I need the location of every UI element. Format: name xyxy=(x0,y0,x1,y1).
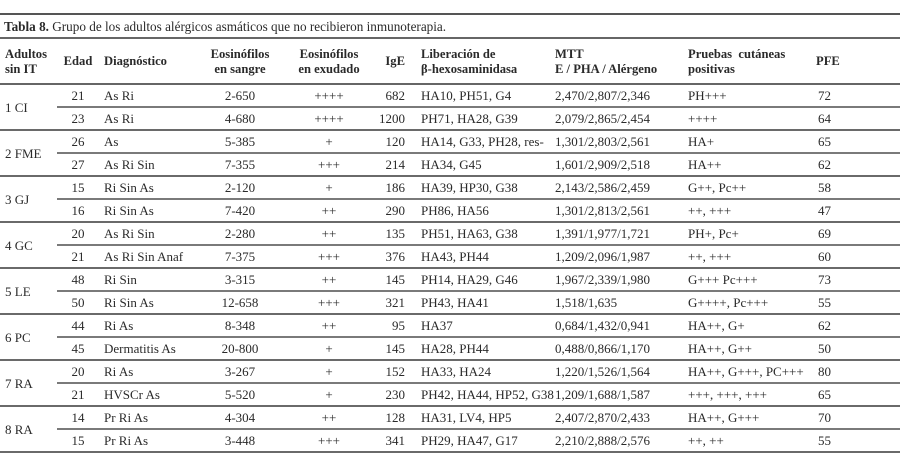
cell-eos-exudado: ++ xyxy=(286,406,372,429)
cell-edad: 20 xyxy=(57,360,99,383)
spacer xyxy=(405,245,421,268)
cell-pruebas: PH+, Pc+ xyxy=(688,222,796,245)
cell-eos-sangre: 20-800 xyxy=(194,337,286,360)
cell-diagnostico: As Ri Sin Anaf xyxy=(99,245,194,268)
cell-edad: 27 xyxy=(57,153,99,176)
table-container xyxy=(0,13,900,453)
cell-eos-sangre: 2-120 xyxy=(194,176,286,199)
spacer xyxy=(405,383,421,406)
header-diagnostico: Diagnóstico xyxy=(104,54,167,68)
cell-diagnostico: Pr Ri As xyxy=(99,406,194,429)
cell-eos-sangre: 2-280 xyxy=(194,222,286,245)
cell-group-name: 3 GJ xyxy=(0,176,57,222)
cell-liberacion: PH29, HA47, G17 xyxy=(421,429,555,452)
cell-pruebas: ++++ xyxy=(688,107,796,130)
cell-edad: 48 xyxy=(57,268,99,291)
cell-ige: 95 xyxy=(372,314,405,337)
cell-ige: 376 xyxy=(372,245,405,268)
table-row xyxy=(0,314,900,337)
cell-mtt: 1,518/1,635 xyxy=(555,291,688,314)
cell-mtt: 2,079/2,865/2,454 xyxy=(555,107,688,130)
cell-mtt: 1,209/1,688/1,587 xyxy=(555,383,688,406)
cell-diagnostico: Ri Sin xyxy=(99,268,194,291)
cell-liberacion: HA34, G45 xyxy=(421,153,555,176)
spacer xyxy=(405,84,421,107)
cell-liberacion: HA37 xyxy=(421,314,555,337)
cell-pruebas: HA+ xyxy=(688,130,796,153)
cell-mtt: 1,301/2,803/2,561 xyxy=(555,130,688,153)
spacer xyxy=(405,199,421,222)
table-row xyxy=(0,291,900,314)
cell-edad: 50 xyxy=(57,291,99,314)
cell-group-name: 2 FME xyxy=(0,130,57,176)
cell-ige: 145 xyxy=(372,337,405,360)
caption-label: Tabla 8. xyxy=(4,19,49,34)
cell-ige: 145 xyxy=(372,268,405,291)
cell-group-name: 7 RA xyxy=(0,360,57,406)
cell-edad: 44 xyxy=(57,314,99,337)
spacer xyxy=(405,222,421,245)
cell-pfe: 69 xyxy=(796,222,900,245)
cell-liberacion: PH71, HA28, G39 xyxy=(421,107,555,130)
cell-eos-exudado: +++ xyxy=(286,153,372,176)
table-row xyxy=(0,153,900,176)
cell-ige: 214 xyxy=(372,153,405,176)
cell-pfe: 60 xyxy=(796,245,900,268)
cell-eos-exudado: + xyxy=(286,337,372,360)
cell-diagnostico: Pr Ri As xyxy=(99,429,194,452)
table-row xyxy=(0,337,900,360)
cell-edad: 21 xyxy=(57,383,99,406)
cell-pruebas: HA++ xyxy=(688,153,796,176)
cell-eos-sangre: 2-650 xyxy=(194,84,286,107)
table-row xyxy=(0,406,900,429)
cell-ige: 120 xyxy=(372,130,405,153)
cell-mtt: 2,143/2,586/2,459 xyxy=(555,176,688,199)
header-adultos: Adultos sin IT xyxy=(5,46,47,76)
cell-pfe: 73 xyxy=(796,268,900,291)
cell-pfe: 80 xyxy=(796,360,900,383)
cell-eos-exudado: +++ xyxy=(286,291,372,314)
spacer xyxy=(405,291,421,314)
spacer xyxy=(405,337,421,360)
cell-eos-exudado: ++++ xyxy=(286,107,372,130)
header-edad: Edad xyxy=(63,54,93,68)
data-table xyxy=(0,39,900,453)
table-row xyxy=(0,107,900,130)
cell-diagnostico: As Ri Sin xyxy=(99,153,194,176)
cell-eos-exudado: ++++ xyxy=(286,84,372,107)
cell-eos-exudado: +++ xyxy=(286,245,372,268)
cell-eos-exudado: ++ xyxy=(286,222,372,245)
caption-text: Grupo de los adultos alérgicos asmáticos que no recibieron inmunoterapia. xyxy=(48,19,447,34)
cell-edad: 20 xyxy=(57,222,99,245)
spacer xyxy=(405,314,421,337)
cell-pruebas: ++, +++ xyxy=(688,199,796,222)
table-row xyxy=(0,245,900,268)
cell-ige: 152 xyxy=(372,360,405,383)
cell-liberacion: PH42, HA44, HP52, G38 xyxy=(421,383,555,406)
cell-edad: 23 xyxy=(57,107,99,130)
table-row xyxy=(0,360,900,383)
cell-ige: 230 xyxy=(372,383,405,406)
cell-diagnostico: As Ri xyxy=(99,84,194,107)
cell-ige: 1200 xyxy=(372,107,405,130)
cell-pfe: 70 xyxy=(796,406,900,429)
cell-pruebas: HA++, G+++ xyxy=(688,406,796,429)
cell-pfe: 65 xyxy=(796,383,900,406)
cell-pruebas: ++, ++ xyxy=(688,429,796,452)
cell-edad: 21 xyxy=(57,245,99,268)
cell-pruebas: G++, Pc++ xyxy=(688,176,796,199)
cell-ige: 321 xyxy=(372,291,405,314)
cell-mtt: 1,967/2,339/1,980 xyxy=(555,268,688,291)
cell-ige: 128 xyxy=(372,406,405,429)
cell-pruebas: +++, +++, +++ xyxy=(688,383,796,406)
cell-eos-exudado: + xyxy=(286,176,372,199)
spacer xyxy=(405,176,421,199)
cell-pfe: 55 xyxy=(796,291,900,314)
cell-liberacion: HA33, HA24 xyxy=(421,360,555,383)
cell-diagnostico: Ri As xyxy=(99,360,194,383)
cell-mtt: 1,209/2,096/1,987 xyxy=(555,245,688,268)
cell-eos-sangre: 5-520 xyxy=(194,383,286,406)
cell-ige: 341 xyxy=(372,429,405,452)
cell-diagnostico: Ri As xyxy=(99,314,194,337)
cell-eos-sangre: 8-348 xyxy=(194,314,286,337)
cell-liberacion: HA14, G33, PH28, res- xyxy=(421,130,555,153)
cell-pruebas: G+++ Pc+++ xyxy=(688,268,796,291)
cell-liberacion: PH43, HA41 xyxy=(421,291,555,314)
cell-liberacion: HA28, PH44 xyxy=(421,337,555,360)
cell-eos-sangre: 4-680 xyxy=(194,107,286,130)
cell-diagnostico: Dermatitis As xyxy=(99,337,194,360)
spacer xyxy=(405,107,421,130)
table-row xyxy=(0,199,900,222)
cell-liberacion: PH86, HA56 xyxy=(421,199,555,222)
spacer xyxy=(405,360,421,383)
cell-pruebas: HA++, G++ xyxy=(688,337,796,360)
cell-eos-sangre: 7-420 xyxy=(194,199,286,222)
header-pruebas: Pruebas cutáneas positivas xyxy=(688,46,786,76)
cell-diagnostico: As Ri Sin xyxy=(99,222,194,245)
table-row xyxy=(0,130,900,153)
header-row xyxy=(0,39,900,84)
cell-edad: 45 xyxy=(57,337,99,360)
spacer xyxy=(405,406,421,429)
cell-diagnostico: HVSCr As xyxy=(99,383,194,406)
cell-mtt: 1,220/1,526/1,564 xyxy=(555,360,688,383)
cell-eos-exudado: ++ xyxy=(286,314,372,337)
cell-pfe: 65 xyxy=(796,130,900,153)
spacer xyxy=(405,153,421,176)
cell-edad: 21 xyxy=(57,84,99,107)
cell-eos-exudado: + xyxy=(286,383,372,406)
spacer xyxy=(405,130,421,153)
cell-liberacion: HA10, PH51, G4 xyxy=(421,84,555,107)
cell-edad: 15 xyxy=(57,176,99,199)
cell-ige: 135 xyxy=(372,222,405,245)
cell-edad: 14 xyxy=(57,406,99,429)
cell-pruebas: PH+++ xyxy=(688,84,796,107)
cell-liberacion: PH14, HA29, G46 xyxy=(421,268,555,291)
table-row xyxy=(0,268,900,291)
cell-pfe: 62 xyxy=(796,153,900,176)
cell-eos-sangre: 7-375 xyxy=(194,245,286,268)
cell-group-name: 5 LE xyxy=(0,268,57,314)
table-row xyxy=(0,222,900,245)
table-row xyxy=(0,176,900,199)
cell-eos-sangre: 4-304 xyxy=(194,406,286,429)
cell-eos-exudado: + xyxy=(286,130,372,153)
cell-liberacion: HA43, PH44 xyxy=(421,245,555,268)
cell-diagnostico: As Ri xyxy=(99,107,194,130)
cell-eos-sangre: 3-315 xyxy=(194,268,286,291)
cell-eos-exudado: ++ xyxy=(286,199,372,222)
cell-mtt: 1,601/2,909/2,518 xyxy=(555,153,688,176)
table-row xyxy=(0,383,900,406)
cell-liberacion: PH51, HA63, G38 xyxy=(421,222,555,245)
cell-mtt: 1,301/2,813/2,561 xyxy=(555,199,688,222)
cell-edad: 16 xyxy=(57,199,99,222)
header-liberacion: Liberación de β-hexosaminidasa xyxy=(421,46,518,76)
cell-diagnostico: Ri Sin As xyxy=(99,291,194,314)
cell-ige: 290 xyxy=(372,199,405,222)
header-mtt: MTT E / PHA / Alérgeno xyxy=(555,46,658,76)
spacer xyxy=(405,429,421,452)
cell-group-name: 1 CI xyxy=(0,84,57,130)
cell-eos-sangre: 12-658 xyxy=(194,291,286,314)
cell-pfe: 62 xyxy=(796,314,900,337)
cell-group-name: 4 GC xyxy=(0,222,57,268)
cell-liberacion: HA39, HP30, G38 xyxy=(421,176,555,199)
table-row xyxy=(0,429,900,452)
header-pfe: PFE xyxy=(816,54,840,68)
cell-pruebas: HA++, G+++, PC+++ xyxy=(688,360,796,383)
cell-mtt: 0,488/0,866/1,170 xyxy=(555,337,688,360)
cell-mtt: 0,684/1,432/0,941 xyxy=(555,314,688,337)
cell-eos-exudado: ++ xyxy=(286,268,372,291)
cell-pfe: 72 xyxy=(796,84,900,107)
cell-pfe: 47 xyxy=(796,199,900,222)
cell-pruebas: HA++, G+ xyxy=(688,314,796,337)
table-caption xyxy=(0,15,900,37)
cell-diagnostico: As xyxy=(99,130,194,153)
cell-pfe: 50 xyxy=(796,337,900,360)
cell-pruebas: ++, +++ xyxy=(688,245,796,268)
cell-edad: 15 xyxy=(57,429,99,452)
cell-group-name: 8 RA xyxy=(0,406,57,452)
cell-eos-sangre: 3-448 xyxy=(194,429,286,452)
cell-mtt: 2,470/2,807/2,346 xyxy=(555,84,688,107)
cell-liberacion: HA31, LV4, HP5 xyxy=(421,406,555,429)
cell-pfe: 58 xyxy=(796,176,900,199)
header-ige: IgE xyxy=(385,54,405,68)
cell-eos-sangre: 7-355 xyxy=(194,153,286,176)
cell-eos-exudado: +++ xyxy=(286,429,372,452)
table-row xyxy=(0,84,900,107)
cell-pfe: 64 xyxy=(796,107,900,130)
header-eos-exudado: Eosinófilos en exudado xyxy=(298,46,360,76)
spacer xyxy=(405,268,421,291)
cell-pruebas: G++++, Pc+++ xyxy=(688,291,796,314)
cell-eos-exudado: + xyxy=(286,360,372,383)
table-body xyxy=(0,84,900,452)
header-eos-sangre: Eosinófilos en sangre xyxy=(210,46,270,76)
cell-diagnostico: Ri Sin As xyxy=(99,199,194,222)
cell-diagnostico: Ri Sin As xyxy=(99,176,194,199)
cell-edad: 26 xyxy=(57,130,99,153)
cell-pfe: 55 xyxy=(796,429,900,452)
cell-eos-sangre: 5-385 xyxy=(194,130,286,153)
cell-mtt: 2,210/2,888/2,576 xyxy=(555,429,688,452)
cell-mtt: 1,391/1,977/1,721 xyxy=(555,222,688,245)
cell-ige: 186 xyxy=(372,176,405,199)
cell-eos-sangre: 3-267 xyxy=(194,360,286,383)
cell-group-name: 6 PC xyxy=(0,314,57,360)
cell-mtt: 2,407/2,870/2,433 xyxy=(555,406,688,429)
cell-ige: 682 xyxy=(372,84,405,107)
